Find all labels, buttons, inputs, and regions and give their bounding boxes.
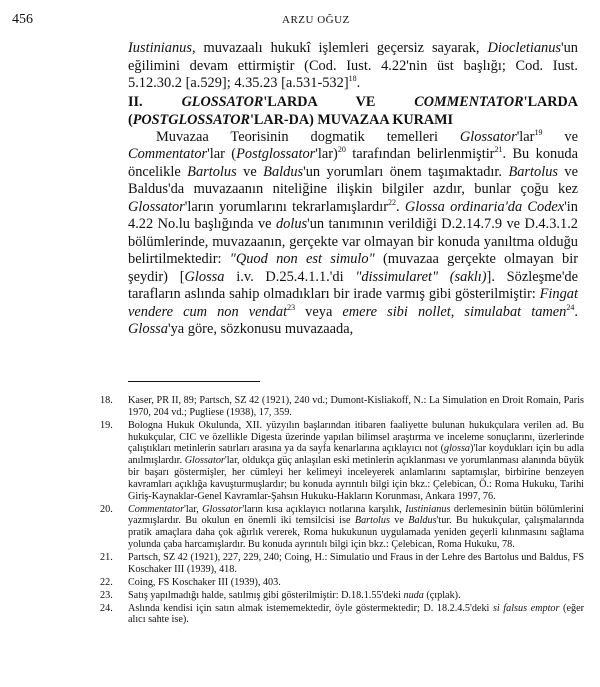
main-text bbox=[128, 40, 578, 339]
text-run: Muvazaa Teorisinin dogmatik temelleri bbox=[156, 128, 460, 145]
text-run: POSTGLOSSATOR bbox=[132, 111, 250, 128]
text-run: COMMENTATOR bbox=[414, 93, 524, 110]
text-run: 'lar ( bbox=[207, 146, 237, 162]
text-run: Commentator bbox=[128, 146, 208, 162]
text-run: Baldus bbox=[408, 515, 437, 527]
text-run: nuda bbox=[403, 589, 424, 601]
footnote-ref: 24 bbox=[566, 302, 575, 312]
text-run: 'lar, oldukça güç anlaşılan eski metinlerin açıklanması ve yorumlanması alanında büyük bir başarı göstermişler, her cümleyi her kelimeyi inceleyerek anlamlarını saptamışlar, birbirine benzeyen kavramları açıklığa kavuşturmuşlardır; bu konuda ayrıntılı bilgi için bkz.: Çelebican, Ö.: Roma Hukuku, Tarihi Giriş-Kaynaklar-Genel Kavramlar-Şahsın Hukuku-Hakların Korunması, Ankara 1997, 76. bbox=[128, 455, 584, 502]
continuation-paragraph bbox=[128, 40, 578, 93]
text-run: dolus bbox=[275, 216, 308, 232]
section-heading bbox=[128, 93, 578, 129]
footnote-ref: 23 bbox=[287, 302, 296, 312]
footnote-text bbox=[128, 395, 584, 418]
text-run: Aslında kendisi için satın almak istememektedir, öyle göstermektedir; D. 18.2.4.5'deki bbox=[128, 602, 493, 614]
text-run: (çıplak). bbox=[423, 589, 461, 601]
footnote-number: 18. bbox=[100, 395, 113, 406]
text-run: 'LAR-DA) MUVAZAA KURAMI bbox=[249, 111, 454, 128]
text-run: Postglossator bbox=[236, 146, 316, 162]
footnote-text bbox=[128, 577, 281, 588]
text-run: emere sibi nollet, simulabat tamen bbox=[342, 303, 567, 320]
text-run: Glossator bbox=[128, 198, 185, 215]
text-run: 'lar bbox=[516, 128, 535, 145]
text-run: si falsus emptor bbox=[492, 602, 560, 614]
footnote-number: 22. bbox=[100, 576, 113, 588]
text-run: 'tur. Bu hukukçular, çalışmalarında pratik amaçlara daha çok ağırlık vererek, Roma hukukunun uygulamada yeniden geçerli kılınmasını sağlama yolunda çaba harcamışlardır. Bu konuda ayrıntılı bilgi için bkz.: Çelebican, Roma Hukuku, 78. bbox=[128, 515, 584, 550]
footnote-number: 20. bbox=[100, 503, 113, 515]
footnote bbox=[100, 552, 584, 576]
text-run: 'in 4.22 No.lu başlığında ve bbox=[128, 198, 578, 232]
text-run: 'ların kısa açıklayıcı notlarına karşılık, bbox=[242, 503, 406, 515]
footnote bbox=[100, 395, 584, 419]
footnote bbox=[100, 590, 584, 602]
text-run: Bartolus bbox=[354, 515, 390, 527]
text-run: Partsch, SZ 42 (1921), 227, 229, 240; Coing, H.: Simulatio und Fraus in der Lehre des Bartolus und Baldus, FS Koschaker III (1939), 418. bbox=[128, 551, 584, 575]
page-number: 456 bbox=[12, 12, 33, 27]
text-run: Glossator bbox=[184, 455, 225, 467]
text-run: 'ların yorumlarını tekrarlamışlardır bbox=[184, 198, 389, 215]
footnote bbox=[100, 603, 584, 627]
text-run: Coing, FS Koschaker III (1939), 403. bbox=[128, 576, 281, 588]
footnote bbox=[100, 504, 584, 551]
text-run: Bartolus bbox=[508, 163, 559, 180]
text-run: Baldus bbox=[263, 163, 304, 180]
running-head: ARZU OĞUZ bbox=[282, 14, 350, 26]
footnote-text bbox=[128, 590, 461, 601]
footnote-ref: 22 bbox=[388, 197, 397, 207]
footnote-text bbox=[128, 603, 584, 626]
text-run: 'ya göre, sözkonusu muvazaada, bbox=[167, 321, 354, 337]
text-run: Satış yapılmadığı halde, satılmış gibi gösterilmiştir: D.18.1.55'deki bbox=[128, 589, 404, 601]
text-run: derlemesinin bütün bölümlerini yazmışlardır. Bu okulun en önemli iki temsilcisi ise bbox=[128, 503, 585, 527]
footnotes bbox=[100, 395, 584, 627]
text-run: ]. Sözleşme'de tarafların aslında sahip olmadıkları bir irade varmış gibi gösterilmiştir: bbox=[128, 268, 578, 302]
text-run: )'lar koydukları için bu adla anılmışlardır. bbox=[128, 443, 584, 467]
footnote bbox=[100, 420, 584, 503]
text-run: Bartolus bbox=[187, 163, 237, 180]
text-run: Iustinianus bbox=[128, 40, 192, 56]
footnote-text bbox=[128, 504, 584, 550]
footnote-number: 19. bbox=[100, 419, 113, 431]
footnote-ref: 18 bbox=[348, 74, 357, 84]
text-run: (muvazaa gerçekte olmayan bir şeydir) [ bbox=[128, 251, 578, 285]
text-run: 'lar) bbox=[315, 146, 338, 162]
text-run: 'un yorumları önem taşımaktadır. bbox=[303, 163, 509, 180]
text-run: Iustinianus bbox=[405, 503, 451, 515]
text-run: ve Baldus'da muvazaanın niteliğine ilişkin bilgiler azdır, bunlar çoğu kez bbox=[128, 163, 579, 197]
text-run: Glossa ordinaria'da Codex bbox=[404, 198, 565, 215]
text-run: Diocletianus bbox=[487, 40, 562, 56]
text-run: Glossator bbox=[202, 503, 243, 515]
text-run: Bologna Hukuk Okulunda, XII. yüzyılın başlarından itibaren faaliyette bulunan hukukçulara verilen ad. Bu hukukçular, CIC ve özellikle Digesta üzerinde yapılan bilimsel araştırma ve inceleme sonuçlarını, üzerlerinde çalıştıkları metinlerin satırları arasına ya da sayfa kenarlarına açıklayıcı not ( bbox=[128, 419, 584, 455]
text-run: i.v. D.25.4.1.1.'di bbox=[224, 268, 356, 285]
footnote-number: 24. bbox=[100, 602, 113, 614]
footnote-ref: 20 bbox=[337, 145, 346, 155]
text-run: 'un eğilimini devam ettirmiştir (Cod. Iust. 4.22'nin üst başlığı; Cod. Iust. 5.12.30.2 [a.529]; 4.35.23 [a.531-532] bbox=[128, 40, 578, 91]
text-run: ve bbox=[542, 128, 578, 145]
footnote bbox=[100, 577, 584, 589]
text-run: . bbox=[574, 303, 578, 320]
text-run: 'lar, bbox=[184, 503, 203, 515]
footnote-number: 23. bbox=[100, 589, 113, 601]
text-run: 'un tanımının verildiği D.2.14.7.9 ve D.4.3.1.2 bölümlerinde, muvazaanın, gerçekte var olmayan bir konuda yanıltma olduğu belirtilmektedir: bbox=[128, 216, 579, 267]
text-run: "dissimularet" (saklı) bbox=[355, 268, 487, 285]
text-run: . Bu konuda öncelikle bbox=[128, 146, 578, 180]
text-run: glossa bbox=[443, 443, 471, 455]
text-run: "Quod non est simulo" bbox=[229, 251, 375, 267]
text-run: (eğer alıcı sahte ise). bbox=[128, 602, 584, 626]
text-run: tarafından belirlenmiştir bbox=[345, 146, 495, 162]
text-run: II. bbox=[128, 93, 182, 110]
text-run: 'LARDA ( bbox=[128, 93, 579, 128]
text-run: Glossa bbox=[184, 268, 225, 285]
text-run: Commentator bbox=[128, 503, 185, 515]
footnote-text bbox=[128, 552, 584, 575]
footnote-text bbox=[128, 420, 584, 502]
text-run: ve bbox=[236, 163, 264, 180]
text-run: Glossator bbox=[459, 128, 517, 145]
text-run: 'LARDA VE bbox=[263, 93, 415, 110]
text-run: ve bbox=[389, 515, 409, 527]
footnote-ref: 19 bbox=[534, 127, 543, 137]
footnote-separator bbox=[128, 381, 260, 382]
text-run: . bbox=[396, 198, 405, 215]
text-run: Kaser, PR II, 89; Partsch, SZ 42 (1921), 240 vd.; Dumont-Kisliakoff, N.: La Simulation en Droit Romain, Paris 1970, 204 vd.; Pugliese (1938), 17, 359. bbox=[128, 395, 584, 418]
footnote-number: 21. bbox=[100, 551, 113, 563]
main-paragraph bbox=[128, 129, 578, 339]
page-header bbox=[12, 12, 580, 32]
text-run: Glossa bbox=[128, 321, 168, 337]
text-run: veya bbox=[295, 303, 343, 320]
text-run: GLOSSATOR bbox=[181, 93, 264, 110]
text-run: Fingat vendere cum non vendat bbox=[128, 286, 578, 320]
footnote-ref: 21 bbox=[494, 145, 503, 155]
text-run: . bbox=[356, 75, 361, 91]
text-run: , muvazaalı hukukî işlemleri geçersiz sayarak, bbox=[191, 40, 488, 56]
